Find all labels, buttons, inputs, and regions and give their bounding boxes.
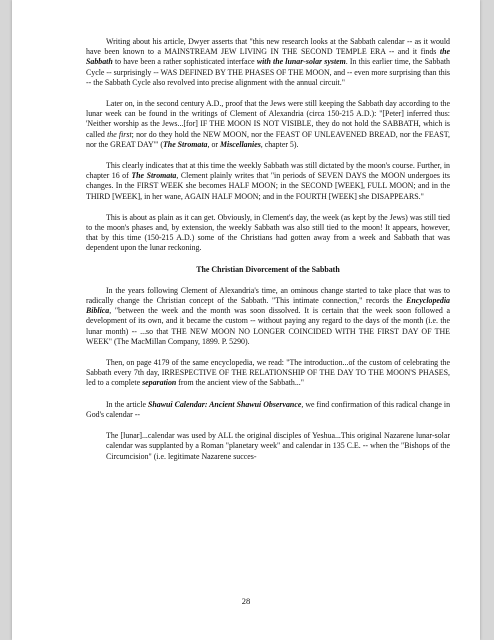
paragraph-text: The [lunar]...calendar was used by ALL the original disciples of Yeshua...This original Nazarene lunar-solar calendar was supplanted by a Roman "planetary week" and calendar in 135 C.E. -- when the "Bishops of the Circumcision" (i.e. legitimate Nazarene succes-: [106, 431, 450, 461]
paragraph-text: , chapter 5).: [260, 139, 299, 149]
document-page: [12, 0, 480, 640]
body-paragraph: [86, 213, 450, 254]
paragraph-text: This is about as plain as it can get. Obviously, in Clement's day, the week (as kept by the Jews) was still tied to the moon's phases and, by extension, the weekly Sabbath was also still tied to the moon! It appears, however, that by this time (150-215 A.D.) some of the Christians had gotten away from a week and Sabbath that was dependent upon the lunar reckoning.: [86, 212, 450, 253]
paragraph-text: Later on, in the second century A.D., proof that the Jews were still keeping the Sabbath day according to the lunar week can be found in the writings of Clement of Alexandria (circa 150-215 A.D.): "[Peter] inferred thus: 'Neither worship as the Jews...[for] IF THE MOON IS NOT VISIBLE, they do not hold the SABBATH, which is called: [86, 99, 450, 139]
paragraph-text: The Christian Divorcement of the Sabbath: [196, 264, 340, 274]
emphasized-text: The Stromata: [131, 171, 177, 181]
emphasized-text: Miscellanies: [220, 139, 261, 149]
body-paragraph: [86, 400, 450, 420]
emphasized-text: Shawui Calendar: Ancient Shawui Observance: [147, 399, 302, 409]
block-quote-paragraph: [86, 431, 450, 462]
paragraph-text: , we find confirmation of this radical change in God's calendar --: [86, 399, 451, 419]
paragraph-text: In the article: [106, 399, 148, 409]
emphasized-text: Encyclopedia Biblica: [86, 296, 450, 316]
paragraph-text: , Clement plainly writes that "in periods of SEVEN DAYS the MOON undergoes its changes. In the FIRST WEEK she becomes HALF MOON; in the SECOND [WEEK], FULL MOON; and in the THIRD [WEEK], in her wane, AGAIN HALF MOON; and in the FOURTH [WEEK] she DISAPPEARS.": [86, 171, 450, 201]
paragraph-text: ; nor do they hold the NEW MOON, nor the FEAST OF UNLEAVENED BREAD, nor the FEAST, nor the GREAT DAY'" (: [86, 129, 450, 149]
paragraph-text: from the ancient view of the Sabbath...": [176, 378, 304, 388]
paragraph-text: . In this earlier time, the Sabbath Cycle -- surprisingly -- WAS DEFINED BY THE PHASES OF THE MOON, and -- even more surprising than this -- the Sabbath Cycle also revolved into precise alignment with the annual circuit.": [86, 57, 450, 87]
paragraph-text: Then, on page 4179 of the same encyclopedia, we read: "The introduction...of the custom of celebrating the Sabbath every 7th day, IRRESPECTIVE OF THE RELATIONSHIP OF THE DAY TO THE MOON'S PHASES, led to a complete: [86, 358, 450, 388]
paragraph-text: , "between the week and the month was soon dissolved. It is certain that the week soon followed a development of its own, and it became the custom -- without paying any regard to the days of the month (i.e. the lunar month) -- ...so that THE NEW MOON NO LONGER COINCIDED WITH THE FIRST DAY OF THE WEEK" (The MacMillan Company, 1899. P. 5290).: [86, 306, 450, 346]
paragraph-text: This clearly indicates that at this time the weekly Sabbath was still dictated by the moon's course. Further, in chapter 16 of: [86, 161, 450, 181]
body-paragraph: [86, 358, 450, 389]
body-paragraph: [86, 286, 450, 347]
body-paragraph: [86, 161, 450, 202]
emphasized-text: with the lunar-solar system: [256, 57, 346, 67]
section-heading: [86, 265, 450, 275]
emphasized-text: the Sabbath: [86, 47, 450, 67]
paragraph-text: , or: [207, 139, 220, 149]
emphasized-text: separation: [142, 378, 177, 388]
emphasized-text: The Stromata: [162, 139, 208, 149]
emphasized-text: the first: [107, 129, 132, 139]
page-body-text: [86, 37, 450, 462]
page-number: 28: [241, 596, 251, 606]
paragraph-text: Writing about his article, Dwyer asserts that "this new research looks at the Sabbath calendar -- as it would have been known to a MAINSTREAM JEW LIVING IN THE SECOND TEMPLE ERA -- and it finds: [86, 37, 450, 57]
body-paragraph: [86, 99, 450, 150]
paragraph-text: to have been a rather sophisticated interface: [112, 57, 257, 67]
body-paragraph: [86, 37, 450, 88]
paragraph-text: In the years following Clement of Alexandria's time, an ominous change started to take place that was to radically change the Christian concept of the Sabbath. "This intimate connection," records the: [86, 285, 450, 306]
